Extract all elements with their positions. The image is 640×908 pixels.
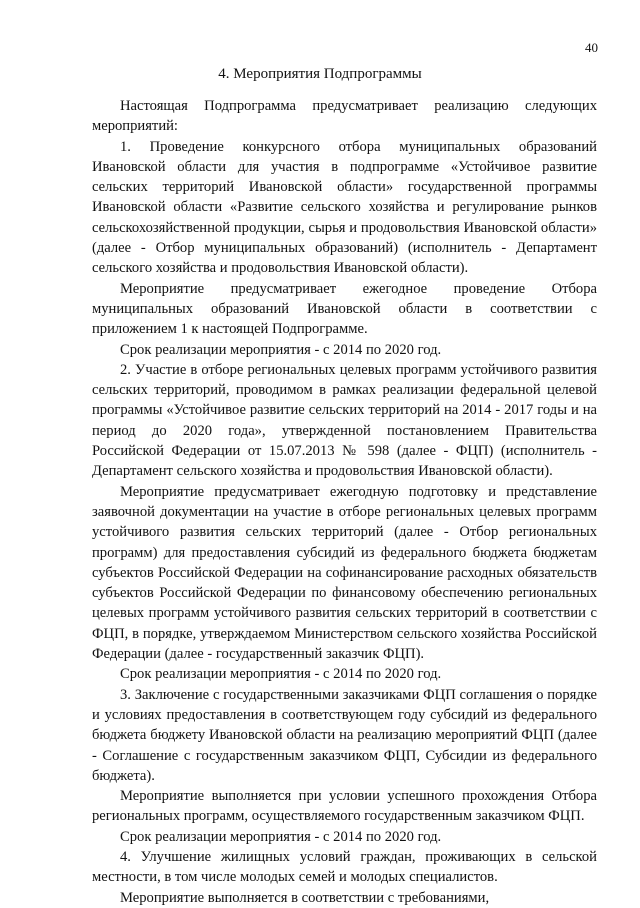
page-number: 40 (585, 40, 598, 55)
paragraph-item-3-description: Мероприятие выполняется при условии успешного прохождения Отбора региональных программ, осуществляемого государственным заказчиком ФЦП. (92, 788, 597, 825)
paragraph-item-1-term: Срок реализации мероприятия - с 2014 по 2020 год. (120, 341, 442, 358)
paragraph-item-4-description: Мероприятие выполняется в соответствии с требованиями, (120, 889, 490, 906)
paragraph-item-4: 4. Улучшение жилищных условий граждан, проживающих в сельской местности, в том числе молодых семей и молодых специалистов. (92, 848, 597, 886)
paragraph-item-2: 2. Участие в отборе региональных целевых программ устойчивого развития сельских территорий, проводимом в рамках реализации федеральной целевой программы «Устойчивое развитие сельских территорий на 2014 - 2017 годы и на период до 2020 года», утвержденной постановлением Правительства Российской Федерации от 15.07.2013 № 598 (далее - ФЦП) (исполнитель - Департамент сельского хозяйства и продовольствия Ивановской области). (92, 361, 597, 480)
paragraph-item-3-term: Срок реализации мероприятия - с 2014 по 2020 год. (120, 828, 442, 845)
paragraph-item-1: 1. Проведение конкурсного отбора муниципальных образований Ивановской области для участия в подпрограмме «Устойчивое развитие сельских территорий Ивановской области» государственной программы Ивановской области «Развитие сельского хозяйства и регулирование рынков сельскохозяйственной продукции, сырья и продовольствия Ивановской области» (далее - Отбор муниципальных образований) (исполнитель - Департамент сельского хозяйства и продовольствия Ивановской области). (92, 138, 597, 277)
section-heading: 4. Мероприятия Подпрограммы (218, 66, 422, 82)
paragraph-item-2-description: Мероприятие предусматривает ежегодную подготовку и представление заявочной документации на участие в отборе региональных целевых программ устойчивого развития сельских территорий (далее - Отбор региональных программ) для предоставления субсидий из федерального бюджета бюджетам субъектов Российской Федерации на софинансирование расходных обязательств субъектов Российской Федерации по финансовому обеспечению региональных целевых программ устойчивого развития сельских территорий в соответствии с ФЦП, в порядке, утверждаемом Министерством сельского хозяйства Российской Федерации (далее - государственный заказчик ФЦП). (92, 483, 597, 663)
paragraph-item-3: 3. Заключение с государственными заказчиками ФЦП соглашения о порядке и условиях предоставления в соответствующем году субсидий из федерального бюджета бюджету Ивановской области на реализацию мероприятий ФЦП (далее - Соглашение с государственным заказчиком ФЦП, Субсидии из федерального бюджета). (92, 686, 597, 784)
paragraph-item-1-description: Мероприятие предусматривает ежегодное проведение Отбора муниципальных образований Ивановской области в соответствии с приложением 1 к настоящей Подпрограмме. (92, 280, 597, 338)
document-body (92, 96, 597, 908)
paragraph-intro: Настоящая Подпрограмма предусматривает реализацию следующих мероприятий: (92, 98, 597, 135)
paragraph-item-2-term: Срок реализации мероприятия - с 2014 по 2020 год. (120, 666, 442, 683)
